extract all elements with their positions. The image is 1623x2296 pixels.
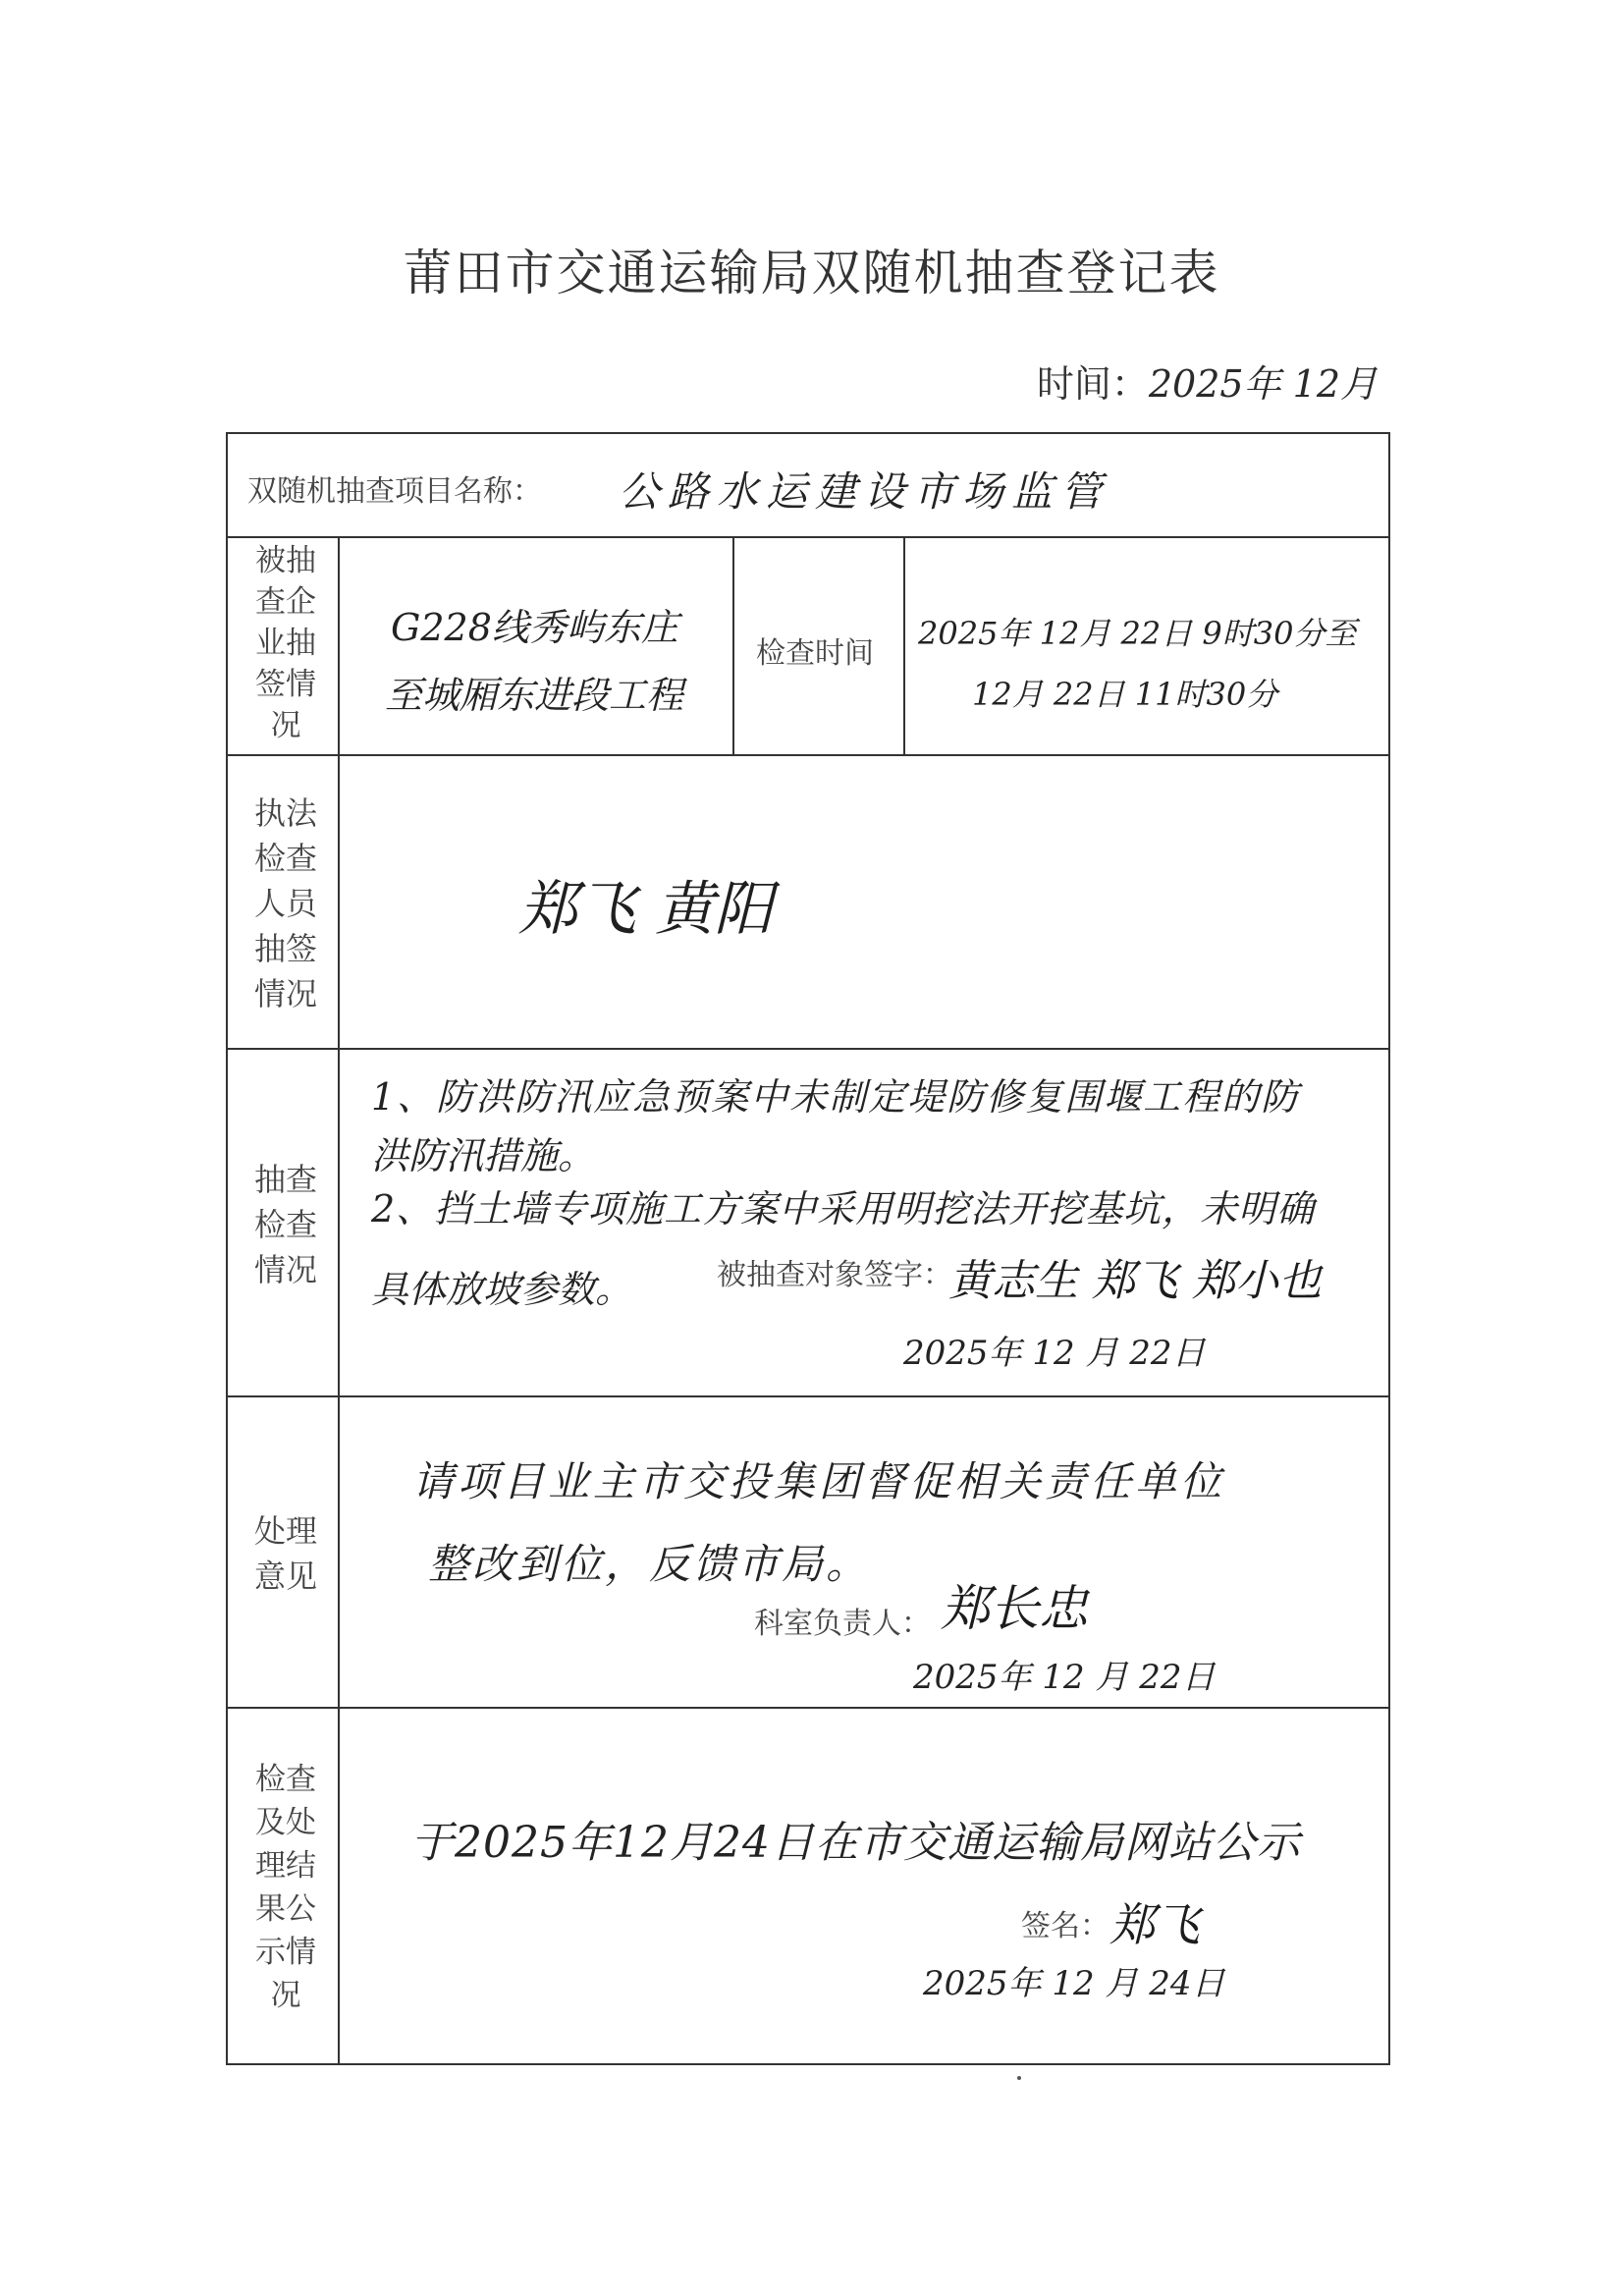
- project-value: 公路水运建设市场监管: [619, 467, 1110, 516]
- check-time-line2: 12月 22日 11时30分: [972, 676, 1278, 713]
- time-value: 2025年 12月: [1148, 362, 1378, 406]
- enterprise-col-divider-2: [903, 536, 905, 754]
- row-divider-1: [226, 536, 1390, 538]
- enterprise-label: 被抽查企业抽签情况: [255, 543, 316, 743]
- enterprise-name-line2: 至城厢东进段工程: [385, 674, 684, 717]
- inspectors-label: 执法检查人员抽签情况: [253, 794, 317, 1012]
- signer-label: 被抽查对象签字：: [717, 1258, 952, 1292]
- enterprise-col-divider-1: [732, 536, 734, 754]
- row-divider-4: [226, 1395, 1390, 1397]
- publication-signature: 郑飞: [1109, 1898, 1200, 1951]
- responsible-signature: 郑长忠: [941, 1580, 1088, 1637]
- project-label: 双随机抽查项目名称：: [247, 474, 542, 509]
- publication-label: 检查及处理结果公示情况: [255, 1762, 316, 2013]
- findings-label: 抽查检查情况: [253, 1161, 317, 1288]
- signer-signature: 黄志生 郑飞 郑小也: [948, 1256, 1322, 1306]
- responsible-label: 科室负责人：: [754, 1607, 931, 1641]
- publication-sign-label: 签名：: [1021, 1909, 1109, 1943]
- handling-date: 2025年 12 月 22日: [913, 1658, 1216, 1697]
- handling-line-1: 请项目业主市交投集团督促相关责任单位: [412, 1457, 1226, 1505]
- check-time-line1: 2025年 12月 22日 9时30分至: [918, 615, 1357, 652]
- page-dot: [1017, 2076, 1021, 2080]
- row-divider-5: [226, 1707, 1390, 1709]
- row-divider-3: [226, 1048, 1390, 1050]
- publication-date: 2025年 12 月 24日: [923, 1964, 1225, 2003]
- publication-text: 于2025年12月24日在市交通运输局网站公示: [410, 1818, 1301, 1868]
- time-line: [1037, 354, 1378, 408]
- finding-line-1: 1、防洪防汛应急预案中未制定堤防修复围堰工程的防: [371, 1075, 1301, 1119]
- enterprise-name-line1: G228线秀屿东庄: [391, 606, 678, 649]
- handling-line-2: 整改到位，反馈市局。: [428, 1540, 871, 1588]
- label-column-divider: [338, 536, 340, 2065]
- time-label: 时间：: [1036, 362, 1149, 406]
- page-title: 莆田市交通运输局双随机抽查登记表: [403, 245, 1220, 301]
- handling-label: 处理意见: [253, 1512, 317, 1595]
- row-divider-2: [226, 754, 1390, 756]
- inspectors-signature: 郑飞 黄阳: [518, 875, 774, 944]
- check-time-label: 检查时间: [756, 636, 874, 671]
- findings-date: 2025年 12 月 22日: [903, 1334, 1206, 1373]
- finding-line-2: 洪防汛措施。: [371, 1134, 596, 1177]
- finding-line-3: 2、挡土墙专项施工方案中采用明挖法开挖基坑，未明确: [371, 1187, 1316, 1230]
- finding-line-4: 具体放坡参数。: [371, 1268, 633, 1311]
